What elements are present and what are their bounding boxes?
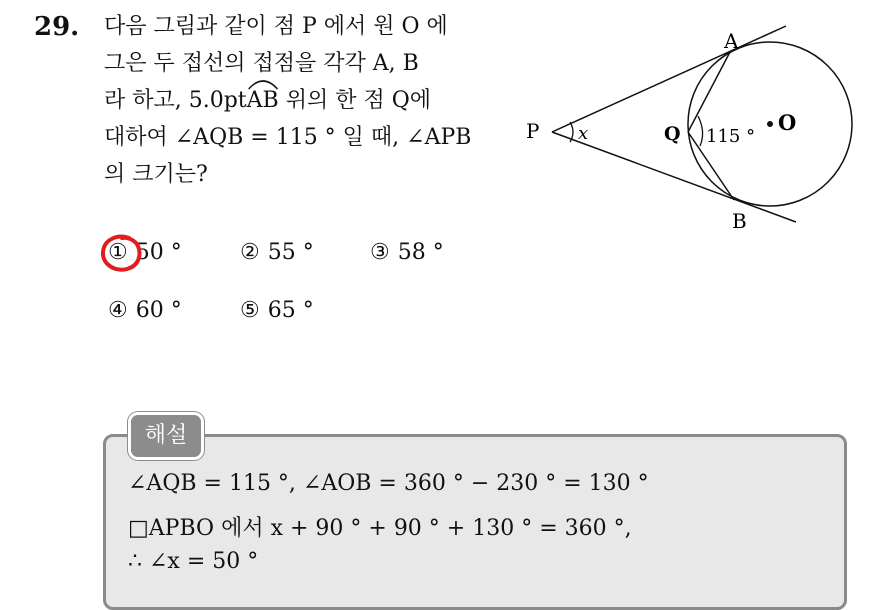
label-b: B — [732, 209, 747, 233]
arc-symbol-icon — [247, 76, 279, 90]
center-point-o — [767, 121, 773, 127]
solution-line-2: □APBO 에서 x + 90 ° + 90 ° + 130 ° = 360 °, — [128, 516, 632, 541]
choice-4-value: 60 ° — [135, 298, 182, 323]
choice-5-mark: ⑤ — [240, 298, 260, 323]
arc-ab-label: AB — [246, 88, 279, 113]
choice-3-value: 58 ° — [397, 240, 444, 265]
question-text — [104, 8, 504, 193]
selected-circle-icon — [98, 232, 148, 276]
question-number: 29. — [34, 12, 80, 42]
question-line-3-end: 위의 한 점 Q에 — [278, 88, 431, 113]
tangent-line-pb — [552, 132, 796, 222]
label-q: Q — [664, 123, 681, 145]
question-line-3-start: 라 하고, 5.0pt — [104, 88, 247, 113]
question-line-5: 의 크기는? — [104, 162, 208, 187]
choice-3[interactable] — [370, 240, 444, 265]
solution-line-3: ∴ ∠x = 50 ° — [128, 549, 259, 574]
label-a: A — [724, 29, 739, 53]
choice-2[interactable] — [240, 240, 314, 265]
solution-box — [103, 434, 847, 610]
choice-5-value: 65 ° — [267, 298, 314, 323]
question-line-1: 다음 그림과 같이 점 P 에서 원 O 에 — [104, 14, 448, 39]
label-angle-115: 115 ° — [706, 126, 756, 147]
choice-5[interactable] — [240, 298, 314, 323]
label-x: x — [578, 123, 589, 144]
label-o: O — [778, 110, 797, 135]
question-line-2: 그은 두 접선의 접점을 각각 A, B — [104, 51, 419, 76]
choice-4[interactable] — [108, 298, 182, 323]
tangent-line-pa — [552, 26, 786, 132]
question-line-3 — [104, 82, 504, 119]
choice-3-mark: ③ — [370, 240, 390, 265]
label-p: P — [526, 119, 540, 143]
choice-1[interactable] — [108, 240, 182, 265]
choice-4-mark: ④ — [108, 298, 128, 323]
geometry-diagram — [520, 18, 860, 238]
choice-2-mark: ② — [240, 240, 260, 265]
solution-line-1: ∠AQB = 115 °, ∠AOB = 360 ° − 230 ° = 130 ° — [128, 471, 649, 496]
choice-1-mark: ① — [108, 240, 128, 265]
choice-1-value: 50 ° — [135, 240, 182, 265]
choice-2-value: 55 ° — [267, 240, 314, 265]
question-line-4: 대하여 ∠AQB = 115 ° 일 때, ∠APB — [104, 125, 472, 150]
solution-tab: 해설 — [128, 412, 204, 460]
angle-arc-q — [698, 116, 703, 146]
arc-ab — [247, 82, 279, 119]
